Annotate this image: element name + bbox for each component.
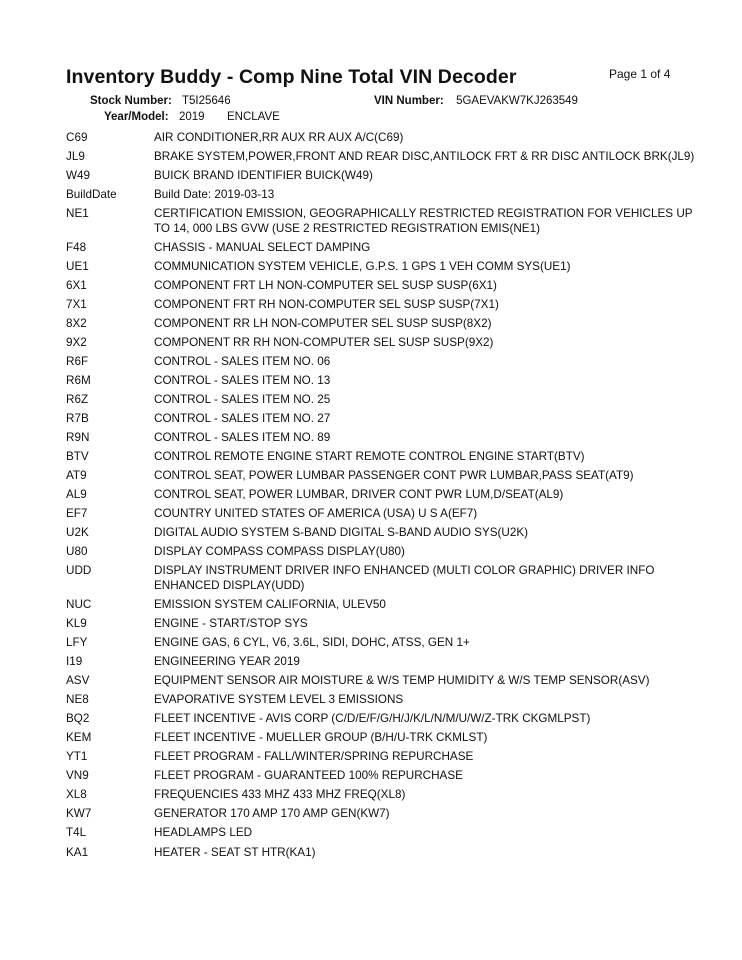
- option-description: FLEET INCENTIVE - MUELLER GROUP (B/H/U-TRK CKMLST): [154, 731, 488, 745]
- option-row: [66, 279, 706, 293]
- option-row: [66, 807, 706, 821]
- option-description: CHASSIS - MANUAL SELECT DAMPING: [154, 240, 371, 254]
- option-description: CONTROL - SALES ITEM NO. 25: [154, 393, 331, 407]
- stock-number-value: T5I25646: [182, 95, 231, 107]
- option-code: U80: [66, 545, 88, 559]
- option-code: VN9: [66, 769, 89, 783]
- year-model-label: Year/Model:: [104, 111, 169, 123]
- option-description: COMPONENT FRT RH NON-COMPUTER SEL SUSP SUSP(7X1): [154, 297, 499, 311]
- option-code: I19: [66, 655, 83, 669]
- option-row: [66, 712, 706, 726]
- option-row: [66, 507, 706, 521]
- option-code: KW7: [66, 807, 92, 821]
- option-row: [66, 374, 706, 388]
- option-code: AL9: [66, 488, 87, 502]
- option-description: ENGINE GAS, 6 CYL, V6, 3.6L, SIDI, DOHC, ATSS, GEN 1+: [154, 635, 470, 649]
- option-code: 6X1: [66, 278, 87, 292]
- stock-number-label: Stock Number:: [90, 95, 172, 107]
- option-description: COMMUNICATION SYSTEM VEHICLE, G.P.S. 1 GPS 1 VEH COMM SYS(UE1): [154, 259, 571, 273]
- option-code: NUC: [66, 597, 92, 611]
- option-description: COUNTRY UNITED STATES OF AMERICA (USA) U S A(EF7): [154, 507, 478, 521]
- option-description: CERTIFICATION EMISSION, GEOGRAPHICALLY RESTRICTED REGISTRATION FOR VEHICLES UP TO 14, 000 LBS GVW (USE 2 RESTRICTED REGISTRATION EMIS(NE1): [154, 207, 693, 235]
- option-code: BuildDate: [66, 188, 117, 202]
- option-code: KA1: [66, 845, 89, 859]
- page-number: Page 1 of 4: [609, 67, 671, 81]
- option-row: [66, 260, 706, 274]
- option-row: [66, 731, 706, 745]
- option-row: [66, 564, 706, 593]
- option-code: R7B: [66, 412, 89, 426]
- option-code: R6F: [66, 354, 89, 368]
- vin-number-label: VIN Number:: [374, 95, 444, 107]
- option-description: Build Date: 2019-03-13: [154, 188, 275, 202]
- option-row: [66, 169, 706, 183]
- option-code: XL8: [66, 788, 87, 802]
- option-code: W49: [66, 169, 91, 183]
- option-row: [66, 769, 706, 783]
- option-code: U2K: [66, 526, 89, 540]
- option-row: [66, 655, 706, 669]
- option-description: FLEET INCENTIVE - AVIS CORP (C/D/E/F/G/H/J/K/L/N/M/U/W/Z-TRK CKGMLPST): [154, 712, 591, 726]
- option-code: AT9: [66, 469, 87, 483]
- option-row: [66, 241, 706, 255]
- option-code: R9N: [66, 431, 90, 445]
- option-code: KL9: [66, 616, 87, 630]
- option-row: [66, 298, 706, 312]
- option-code: T4L: [66, 826, 87, 840]
- option-code: NE1: [66, 207, 89, 221]
- option-row: [66, 336, 706, 350]
- option-code: 8X2: [66, 316, 87, 330]
- option-description: FLEET PROGRAM - GUARANTEED 100% REPURCHASE: [154, 769, 463, 783]
- option-row: [66, 412, 706, 426]
- option-code-list: [66, 131, 706, 865]
- model-value: ENCLAVE: [226, 111, 280, 123]
- option-description: COMPONENT RR RH NON-COMPUTER SEL SUSP SUSP(9X2): [154, 335, 494, 349]
- option-row: [66, 393, 706, 407]
- option-description: DISPLAY INSTRUMENT DRIVER INFO ENHANCED (MULTI COLOR GRAPHIC) DRIVER INFO ENHANCED DISPLAY(UDD): [154, 564, 655, 592]
- option-description: ENGINEERING YEAR 2019: [154, 655, 300, 669]
- option-description: EVAPORATIVE SYSTEM LEVEL 3 EMISSIONS: [154, 693, 404, 707]
- option-row: [66, 469, 706, 483]
- option-description: GENERATOR 170 AMP 170 AMP GEN(KW7): [154, 807, 390, 821]
- option-row: [66, 488, 706, 502]
- option-code: UE1: [66, 259, 89, 273]
- option-code: UDD: [66, 564, 92, 578]
- option-description: FLEET PROGRAM - FALL/WINTER/SPRING REPURCHASE: [154, 750, 474, 764]
- option-description: HEATER - SEAT ST HTR(KA1): [154, 845, 316, 859]
- option-row: [66, 317, 706, 331]
- option-row: [66, 693, 706, 707]
- option-description: BUICK BRAND IDENTIFIER BUICK(W49): [154, 169, 373, 183]
- option-description: BRAKE SYSTEM,POWER,FRONT AND REAR DISC,ANTILOCK FRT & RR DISC ANTILOCK BRK(JL9): [154, 150, 695, 164]
- option-description: ENGINE - START/STOP SYS: [154, 616, 308, 630]
- document-title: Inventory Buddy - Comp Nine Total VIN Decoder: [66, 66, 517, 88]
- option-code: JL9: [66, 150, 85, 164]
- option-code: ASV: [66, 674, 90, 688]
- option-description: COMPONENT FRT LH NON-COMPUTER SEL SUSP SUSP(6X1): [154, 278, 497, 292]
- option-code: YT1: [66, 750, 88, 764]
- option-description: COMPONENT RR LH NON-COMPUTER SEL SUSP SUSP(8X2): [154, 316, 492, 330]
- vin-number-field: [374, 95, 578, 107]
- option-row: [66, 750, 706, 764]
- option-description: CONTROL - SALES ITEM NO. 06: [154, 354, 331, 368]
- option-row: [66, 450, 706, 464]
- option-code: C69: [66, 131, 88, 144]
- option-description: DIGITAL AUDIO SYSTEM S-BAND DIGITAL S-BAND AUDIO SYS(U2K): [154, 526, 529, 540]
- option-code: KEM: [66, 731, 92, 745]
- option-row: [66, 788, 706, 802]
- option-code: R6M: [66, 373, 91, 387]
- option-description: CONTROL - SALES ITEM NO. 27: [154, 412, 331, 426]
- option-row: [66, 188, 706, 202]
- option-description: EMISSION SYSTEM CALIFORNIA, ULEV50: [154, 597, 386, 611]
- option-row: [66, 846, 706, 860]
- year-model-field: [104, 111, 280, 123]
- option-code: 7X1: [66, 297, 87, 311]
- option-code: 9X2: [66, 335, 87, 349]
- option-row: [66, 598, 706, 612]
- option-description: CONTROL - SALES ITEM NO. 13: [154, 373, 331, 387]
- year-value: 2019: [178, 111, 205, 123]
- option-row: [66, 431, 706, 445]
- option-description: AIR CONDITIONER,RR AUX RR AUX A/C(C69): [154, 131, 404, 144]
- option-row: [66, 826, 706, 840]
- option-code: BTV: [66, 450, 89, 464]
- option-description: HEADLAMPS LED: [154, 826, 253, 840]
- option-description: EQUIPMENT SENSOR AIR MOISTURE & W/S TEMP HUMIDITY & W/S TEMP SENSOR(ASV): [154, 674, 650, 688]
- option-row: [66, 545, 706, 559]
- option-code: R6Z: [66, 393, 89, 407]
- option-description: CONTROL SEAT, POWER LUMBAR, DRIVER CONT PWR LUM,D/SEAT(AL9): [154, 488, 564, 502]
- option-description: CONTROL REMOTE ENGINE START REMOTE CONTROL ENGINE START(BTV): [154, 450, 585, 464]
- option-description: FREQUENCIES 433 MHZ 433 MHZ FREQ(XL8): [154, 788, 406, 802]
- option-row: [66, 636, 706, 650]
- option-row: [66, 674, 706, 688]
- option-row: [66, 526, 706, 540]
- vin-number-value: 5GAEVAKW7KJ263549: [456, 95, 578, 107]
- option-row: [66, 131, 706, 145]
- option-code: F48: [66, 240, 87, 254]
- option-description: CONTROL SEAT, POWER LUMBAR PASSENGER CONT PWR LUMBAR,PASS SEAT(AT9): [154, 469, 634, 483]
- option-row: [66, 150, 706, 164]
- stock-number-field: [90, 95, 231, 107]
- option-row: [66, 207, 706, 236]
- option-description: DISPLAY COMPASS COMPASS DISPLAY(U80): [154, 545, 405, 559]
- option-description: CONTROL - SALES ITEM NO. 89: [154, 431, 331, 445]
- option-code: BQ2: [66, 712, 90, 726]
- option-code: LFY: [66, 635, 88, 649]
- option-row: [66, 617, 706, 631]
- option-code: EF7: [66, 507, 88, 521]
- option-code: NE8: [66, 693, 89, 707]
- option-row: [66, 355, 706, 369]
